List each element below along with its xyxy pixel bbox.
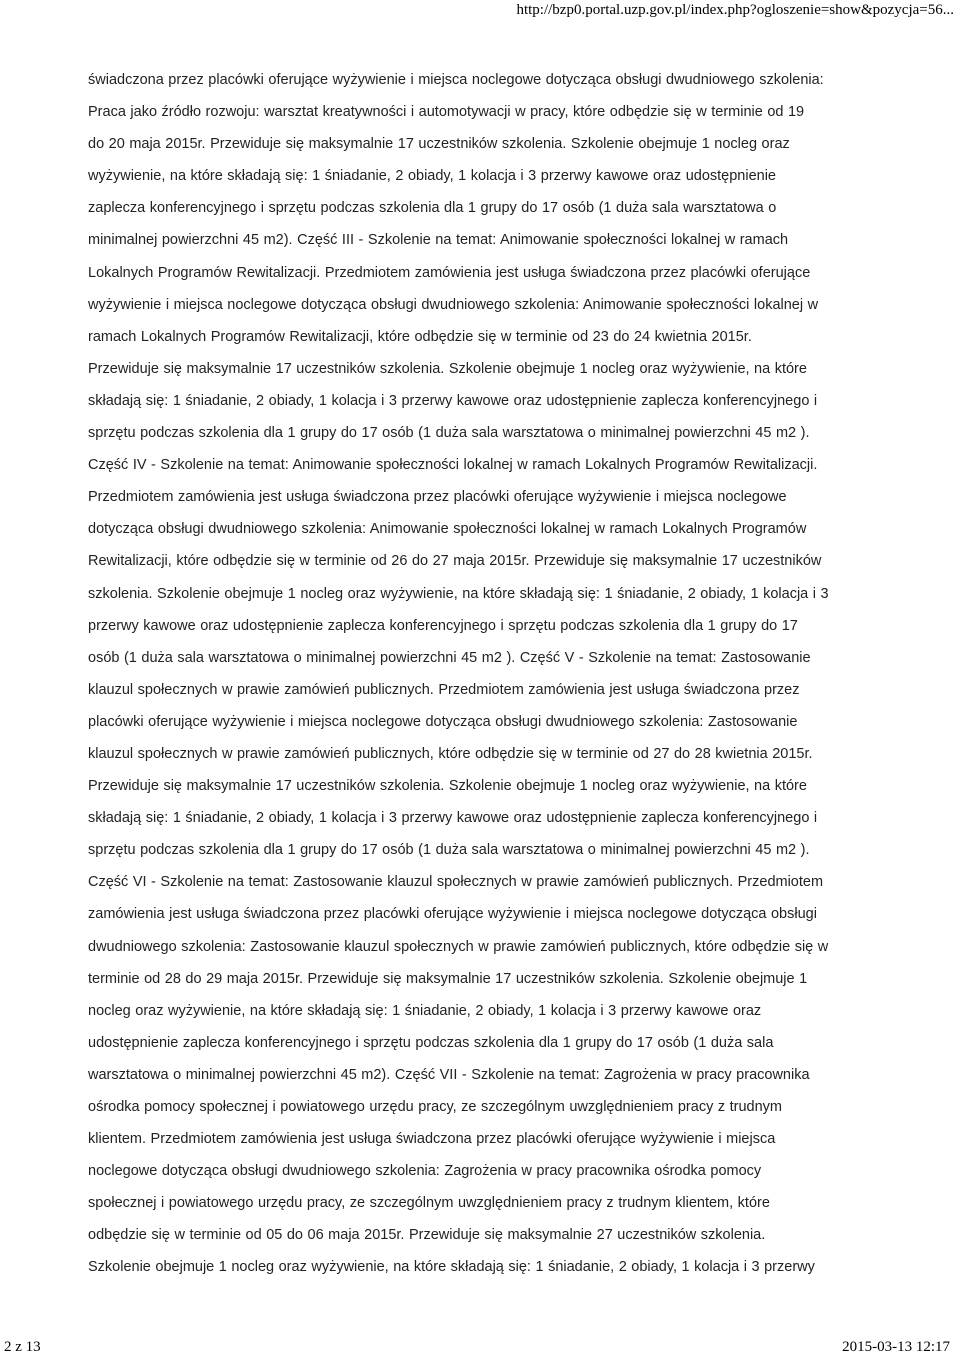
text-line: warsztatowa o minimalnej powierzchni 45 m2). Część VII - Szkolenie na temat: Zagrożenia w pracy pracownika xyxy=(88,1066,810,1083)
text-line: Szkolenie obejmuje 1 nocleg oraz wyżywienie, na które składają się: 1 śniadanie, 2 obiady, 1 kolacja i 3 przerwy xyxy=(88,1259,815,1276)
text-line: placówki oferujące wyżywienie i miejsca noclegowe dotycząca obsługi dwudniowego szkolenia: Zastosowanie xyxy=(88,713,798,730)
text-line: Lokalnych Programów Rewitalizacji. Przedmiotem zamówienia jest usługa świadczona przez placówki oferujące xyxy=(88,264,811,281)
text-line: wyżywienie, na które składają się: 1 śniadanie, 2 obiady, 1 kolacja i 3 przerwy kawowe oraz udostępnienie xyxy=(88,168,776,185)
document-body xyxy=(88,64,894,1284)
text-line: Przewiduje się maksymalnie 17 uczestników szkolenia. Szkolenie obejmuje 1 nocleg oraz wyżywienie, na które xyxy=(88,778,807,795)
text-line: dotycząca obsługi dwudniowego szkolenia: Animowanie społeczności lokalnej w ramach Lokalnych Programów xyxy=(88,521,807,538)
text-line: Przewiduje się maksymalnie 17 uczestników szkolenia. Szkolenie obejmuje 1 nocleg oraz wyżywienie, na które xyxy=(88,360,807,377)
text-line: społecznej i powiatowego urzędu pracy, ze szczególnym uwzględnieniem pracy z trudnym klientem, które xyxy=(88,1195,770,1212)
text-line: ramach Lokalnych Programów Rewitalizacji, które odbędzie się w terminie od 23 do 24 kwietnia 2015r. xyxy=(88,328,752,345)
text-line: Część VI - Szkolenie na temat: Zastosowanie klauzul społecznych w prawie zamówień publicznych. Przedmiotem xyxy=(88,874,824,891)
page-header-url: http://bzp0.portal.uzp.gov.pl/index.php?ogloszenie=show&pozycja=56... xyxy=(516,2,954,18)
text-line: wyżywienie i miejsca noclegowe dotycząca obsługi dwudniowego szkolenia: Animowanie społeczności lokalnej w xyxy=(88,296,819,313)
text-line: ośrodka pomocy społecznej i powiatowego urzędu pracy, ze szczególnym uwzględnieniem pracy z trudnym xyxy=(88,1099,783,1115)
text-line: klauzul społecznych w prawie zamówień publicznych. Przedmiotem zamówienia jest usługa świadczona przez xyxy=(88,681,800,698)
text-line: składają się: 1 śniadanie, 2 obiady, 1 kolacja i 3 przerwy kawowe oraz udostępnienie zaplecza konferencyjnego i xyxy=(88,810,818,827)
text-line: Przedmiotem zamówienia jest usługa świadczona przez placówki oferujące wyżywienie i miejsca noclegowe xyxy=(88,489,787,506)
text-line: do 20 maja 2015r. Przewiduje się maksymalnie 17 uczestników szkolenia. Szkolenie obejmuje 1 nocleg oraz xyxy=(88,136,790,153)
text-line: terminie od 28 do 29 maja 2015r. Przewiduje się maksymalnie 17 uczestników szkolenia. Szkolenie obejmuje 1 xyxy=(88,970,808,987)
text-line: odbędzie się w terminie od 05 do 06 maja 2015r. Przewiduje się maksymalnie 27 uczestników szkolenia. xyxy=(88,1227,766,1244)
text-line: zamówienia jest usługa świadczona przez placówki oferujące wyżywienie i miejsca noclegowe dotycząca obsługi xyxy=(88,906,817,923)
text-line: sprzętu podczas szkolenia dla 1 grupy do 17 osób (1 duża sala warsztatowa o minimalnej powierzchni 45 m2 ). xyxy=(88,425,810,442)
text-line: składają się: 1 śniadanie, 2 obiady, 1 kolacja i 3 przerwy kawowe oraz udostępnienie zaplecza konferencyjnego i xyxy=(88,392,818,409)
text-line: szkolenia. Szkolenie obejmuje 1 nocleg oraz wyżywienie, na które składają się: 1 śniadanie, 2 obiady, 1 kolacja i 3 xyxy=(88,585,829,602)
text-line: sprzętu podczas szkolenia dla 1 grupy do 17 osób (1 duża sala warsztatowa o minimalnej powierzchni 45 m2 ). xyxy=(88,842,810,859)
text-line: osób (1 duża sala warsztatowa o minimalnej powierzchni 45 m2 ). Część V - Szkolenie na temat: Zastosowanie xyxy=(88,649,811,666)
text-line: klientem. Przedmiotem zamówienia jest usługa świadczona przez placówki oferujące wyżywienie i miejsca xyxy=(88,1131,776,1148)
text-line: zaplecza konferencyjnego i sprzętu podczas szkolenia dla 1 grupy do 17 osób (1 duża sala warsztatowa o xyxy=(88,200,777,217)
text-line: noclegowe dotycząca obsługi dwudniowego szkolenia: Zagrożenia w pracy pracownika ośrodka pomocy xyxy=(88,1163,762,1180)
text-line: Rewitalizacji, które odbędzie się w terminie od 26 do 27 maja 2015r. Przewiduje się maksymalnie 17 uczestników xyxy=(88,553,822,570)
text-line: Część IV - Szkolenie na temat: Animowanie społeczności lokalnej w ramach Lokalnych Programów Rewitalizacji. xyxy=(88,457,818,474)
text-line: dwudniowego szkolenia: Zastosowanie klauzul społecznych w prawie zamówień publicznych, które odbędzie się w xyxy=(88,938,829,955)
text-line: nocleg oraz wyżywienie, na które składają się: 1 śniadanie, 2 obiady, 1 kolacja i 3 przerwy kawowe oraz xyxy=(88,1002,762,1019)
print-timestamp: 2015-03-13 12:17 xyxy=(842,1339,950,1355)
text-line: przerwy kawowe oraz udostępnienie zaplecza konferencyjnego i sprzętu podczas szkolenia dla 1 grupy do 17 xyxy=(88,617,798,634)
text-line: Praca jako źródło rozwoju: warsztat kreatywności i automotywacji w pracy, które odbędzie się w terminie od 19 xyxy=(88,104,805,121)
page-number: 2 z 13 xyxy=(4,1339,41,1355)
text-line: udostępnienie zaplecza konferencyjnego i sprzętu podczas szkolenia dla 1 grupy do 17 osób (1 duża sala xyxy=(88,1034,774,1051)
text-line: klauzul społecznych w prawie zamówień publicznych, które odbędzie się w terminie od 27 do 28 kwietnia 2015r. xyxy=(88,745,813,762)
text-line: minimalnej powierzchni 45 m2). Część III - Szkolenie na temat: Animowanie społeczności lokalnej w ramach xyxy=(88,232,789,249)
text-line: świadczona przez placówki oferujące wyżywienie i miejsca noclegowe dotycząca obsługi dwudniowego szkolenia: xyxy=(88,72,824,88)
